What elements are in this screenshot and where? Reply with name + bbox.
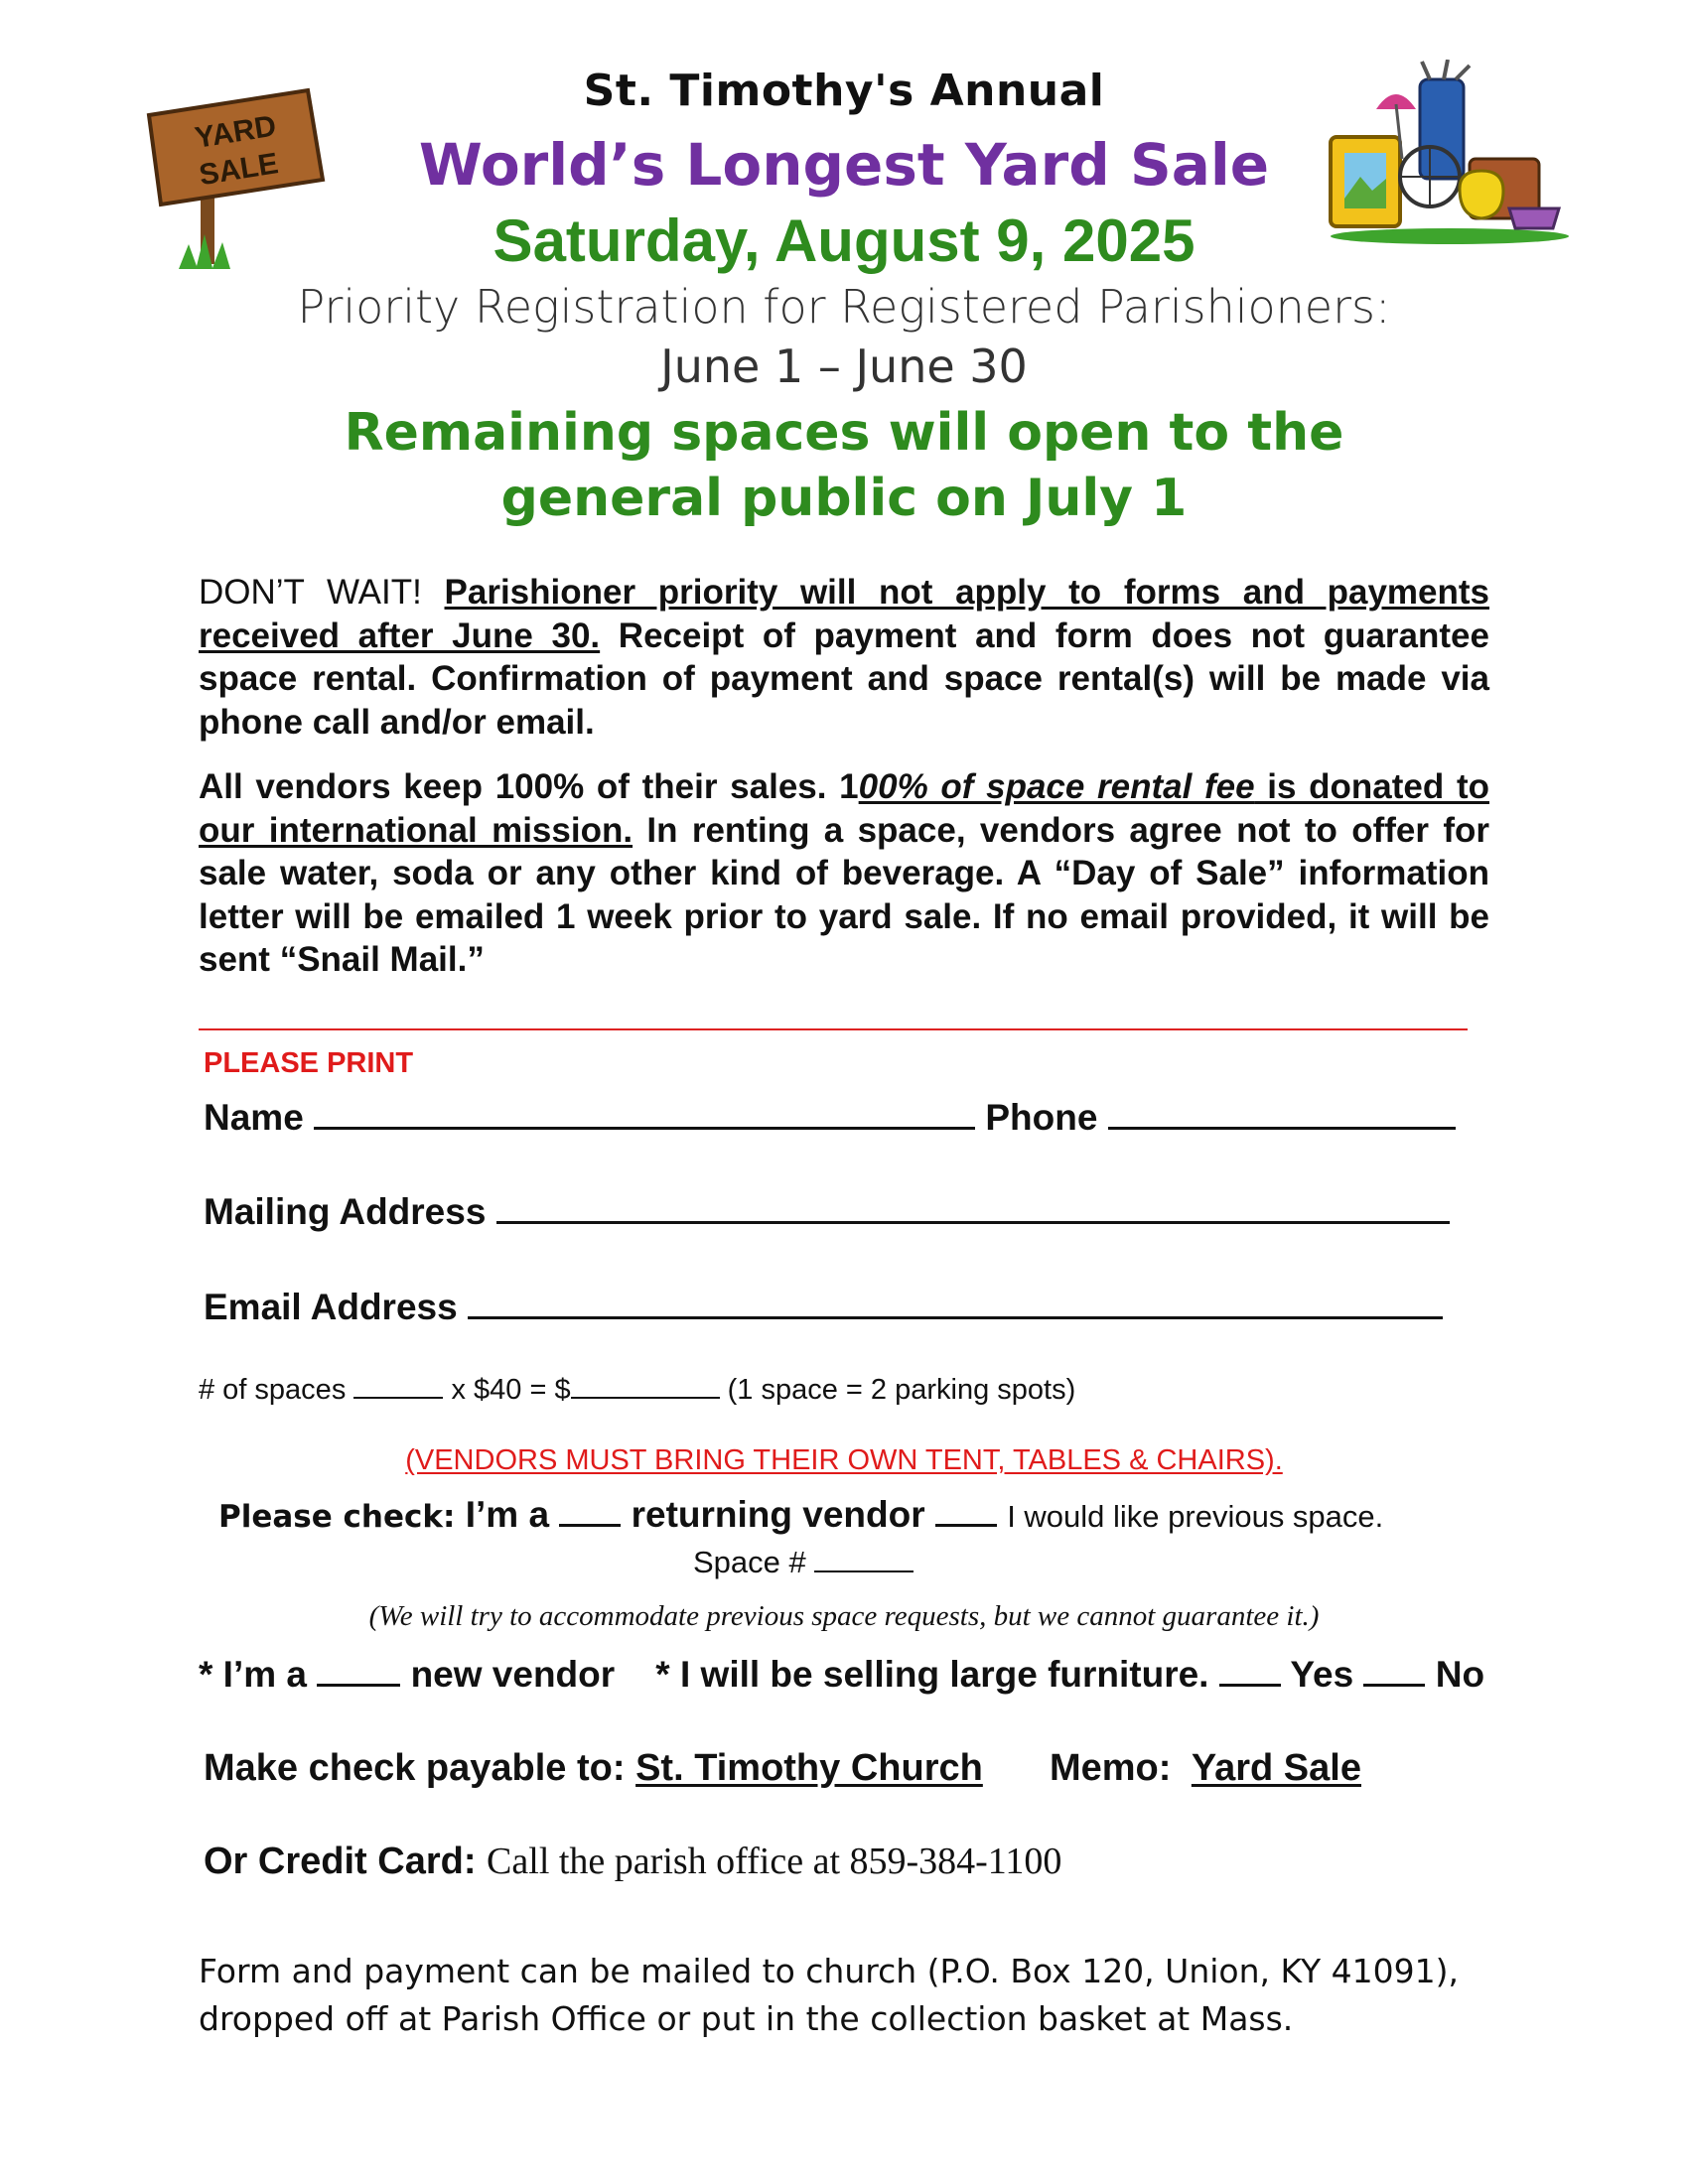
space-number-field[interactable] — [814, 1547, 914, 1572]
mailing-instructions — [199, 1948, 1459, 2043]
returning-vendor-checkbox[interactable] — [559, 1494, 621, 1527]
furniture-label: * I will be selling large furniture. — [655, 1654, 1209, 1695]
credit-card-label: Or Credit Card: — [204, 1841, 477, 1882]
paragraph-vendors — [199, 765, 1489, 982]
mailing-instructions-line-1: Form and payment can be mailed to church (P.O. Box 120, Union, KY 41091), — [199, 1952, 1459, 1990]
furniture-no-checkbox[interactable] — [1363, 1654, 1425, 1687]
vendors-equipment-note: (VENDORS MUST BRING THEIR OWN TENT, TABLES & CHAIRS). — [405, 1444, 1283, 1476]
returning-vendor-label: returning vendor — [631, 1494, 925, 1535]
credit-card-instructions: Call the parish office at 859-384-1100 — [487, 1841, 1062, 1882]
para2-ital-underlined: 00% of space rental fee — [858, 767, 1255, 806]
furniture-yes-checkbox[interactable] — [1219, 1654, 1281, 1687]
email-address-row — [204, 1287, 1443, 1328]
memo-value: Yard Sale — [1191, 1747, 1361, 1789]
check-payable-label: Make check payable to: — [204, 1747, 626, 1789]
section-divider — [199, 1028, 1468, 1030]
email-address-field[interactable] — [468, 1287, 1443, 1319]
space-number-label: Space # — [693, 1545, 806, 1579]
mailing-address-row — [204, 1191, 1450, 1233]
credit-card-row — [204, 1840, 1061, 1883]
event-title: World’s Longest Yard Sale — [418, 131, 1270, 199]
new-vendor-checkbox[interactable] — [317, 1654, 400, 1687]
payee-name: St. Timothy Church — [635, 1747, 983, 1789]
para2-underlined: is donated to our international mission. — [199, 767, 1489, 850]
spaces-total-field[interactable] — [571, 1373, 720, 1399]
phone-label: Phone — [985, 1097, 1098, 1138]
name-phone-row — [204, 1097, 1456, 1139]
previous-space-checkbox[interactable] — [935, 1494, 997, 1527]
please-print-label: PLEASE PRINT — [204, 1047, 414, 1079]
furniture-no-label: No — [1435, 1654, 1485, 1695]
sign-text-sale: SALE — [197, 147, 281, 193]
mailing-address-field[interactable] — [496, 1191, 1450, 1224]
name-field[interactable] — [314, 1097, 975, 1130]
name-label: Name — [204, 1097, 304, 1138]
para1-lead: DON’T WAIT! — [199, 573, 445, 612]
spaces-price: x $40 = $ — [451, 1374, 571, 1406]
new-vendor-prefix: * I’m a — [199, 1654, 307, 1695]
priority-dates: June 1 – June 30 — [660, 340, 1028, 393]
para1-underlined: Parishioner priority will not apply to forms and payments received after June 30. — [199, 573, 1489, 655]
open-line-1: Remaining spaces will open to the — [344, 403, 1344, 463]
spaces-row — [199, 1373, 1075, 1407]
spaces-label: # of spaces — [199, 1374, 347, 1406]
new-vendor-row — [199, 1654, 1484, 1696]
para1-rest: Receipt of payment and form does not guarantee space rental. Confirmation of payment and space rental(s) will be made via phone call and/or email. — [199, 615, 1489, 742]
event-date: Saturday, August 9, 2025 — [492, 207, 1196, 274]
spaces-note: (1 space = 2 parking spots) — [727, 1374, 1076, 1406]
memo-label: Memo: — [1049, 1747, 1172, 1789]
phone-field[interactable] — [1108, 1097, 1456, 1130]
org-title: St. Timothy's Annual — [583, 66, 1105, 116]
space-number-row — [693, 1545, 914, 1580]
spaces-count-field[interactable] — [353, 1373, 443, 1399]
mailing-instructions-line-2: dropped off at Parish Office or put in the collection basket at Mass. — [199, 1999, 1294, 2038]
previous-space-label: I would like previous space. — [1007, 1499, 1384, 1534]
im-a-label: I’m a — [465, 1494, 550, 1535]
furniture-yes-label: Yes — [1290, 1654, 1354, 1695]
new-vendor-label: new vendor — [410, 1654, 616, 1695]
accommodate-note: (We will try to accommodate previous space requests, but we cannot guarantee it.) — [368, 1600, 1320, 1632]
sign-text-yard: YARD — [193, 109, 279, 155]
mailing-address-label: Mailing Address — [204, 1191, 487, 1232]
paragraph-priority — [199, 571, 1489, 744]
open-line-2: general public on July 1 — [500, 469, 1188, 528]
para2-rest: In renting a space, vendors agree not to offer for sale water, soda or any other kind of beverage. A “Day of Sale” information letter will be emailed 1 week prior to yard sale. If no email provided, it will be sent “Snail Mail.” — [199, 810, 1490, 979]
priority-heading: Priority Registration for Registered Parishioners: — [297, 280, 1391, 334]
check-payment-row — [204, 1747, 1361, 1790]
please-check-label: Please check: — [218, 1499, 456, 1535]
email-address-label: Email Address — [204, 1287, 458, 1327]
para2-lead: All vendors keep 100% of their sales. 1 — [199, 767, 859, 806]
returning-vendor-row — [218, 1494, 1383, 1536]
